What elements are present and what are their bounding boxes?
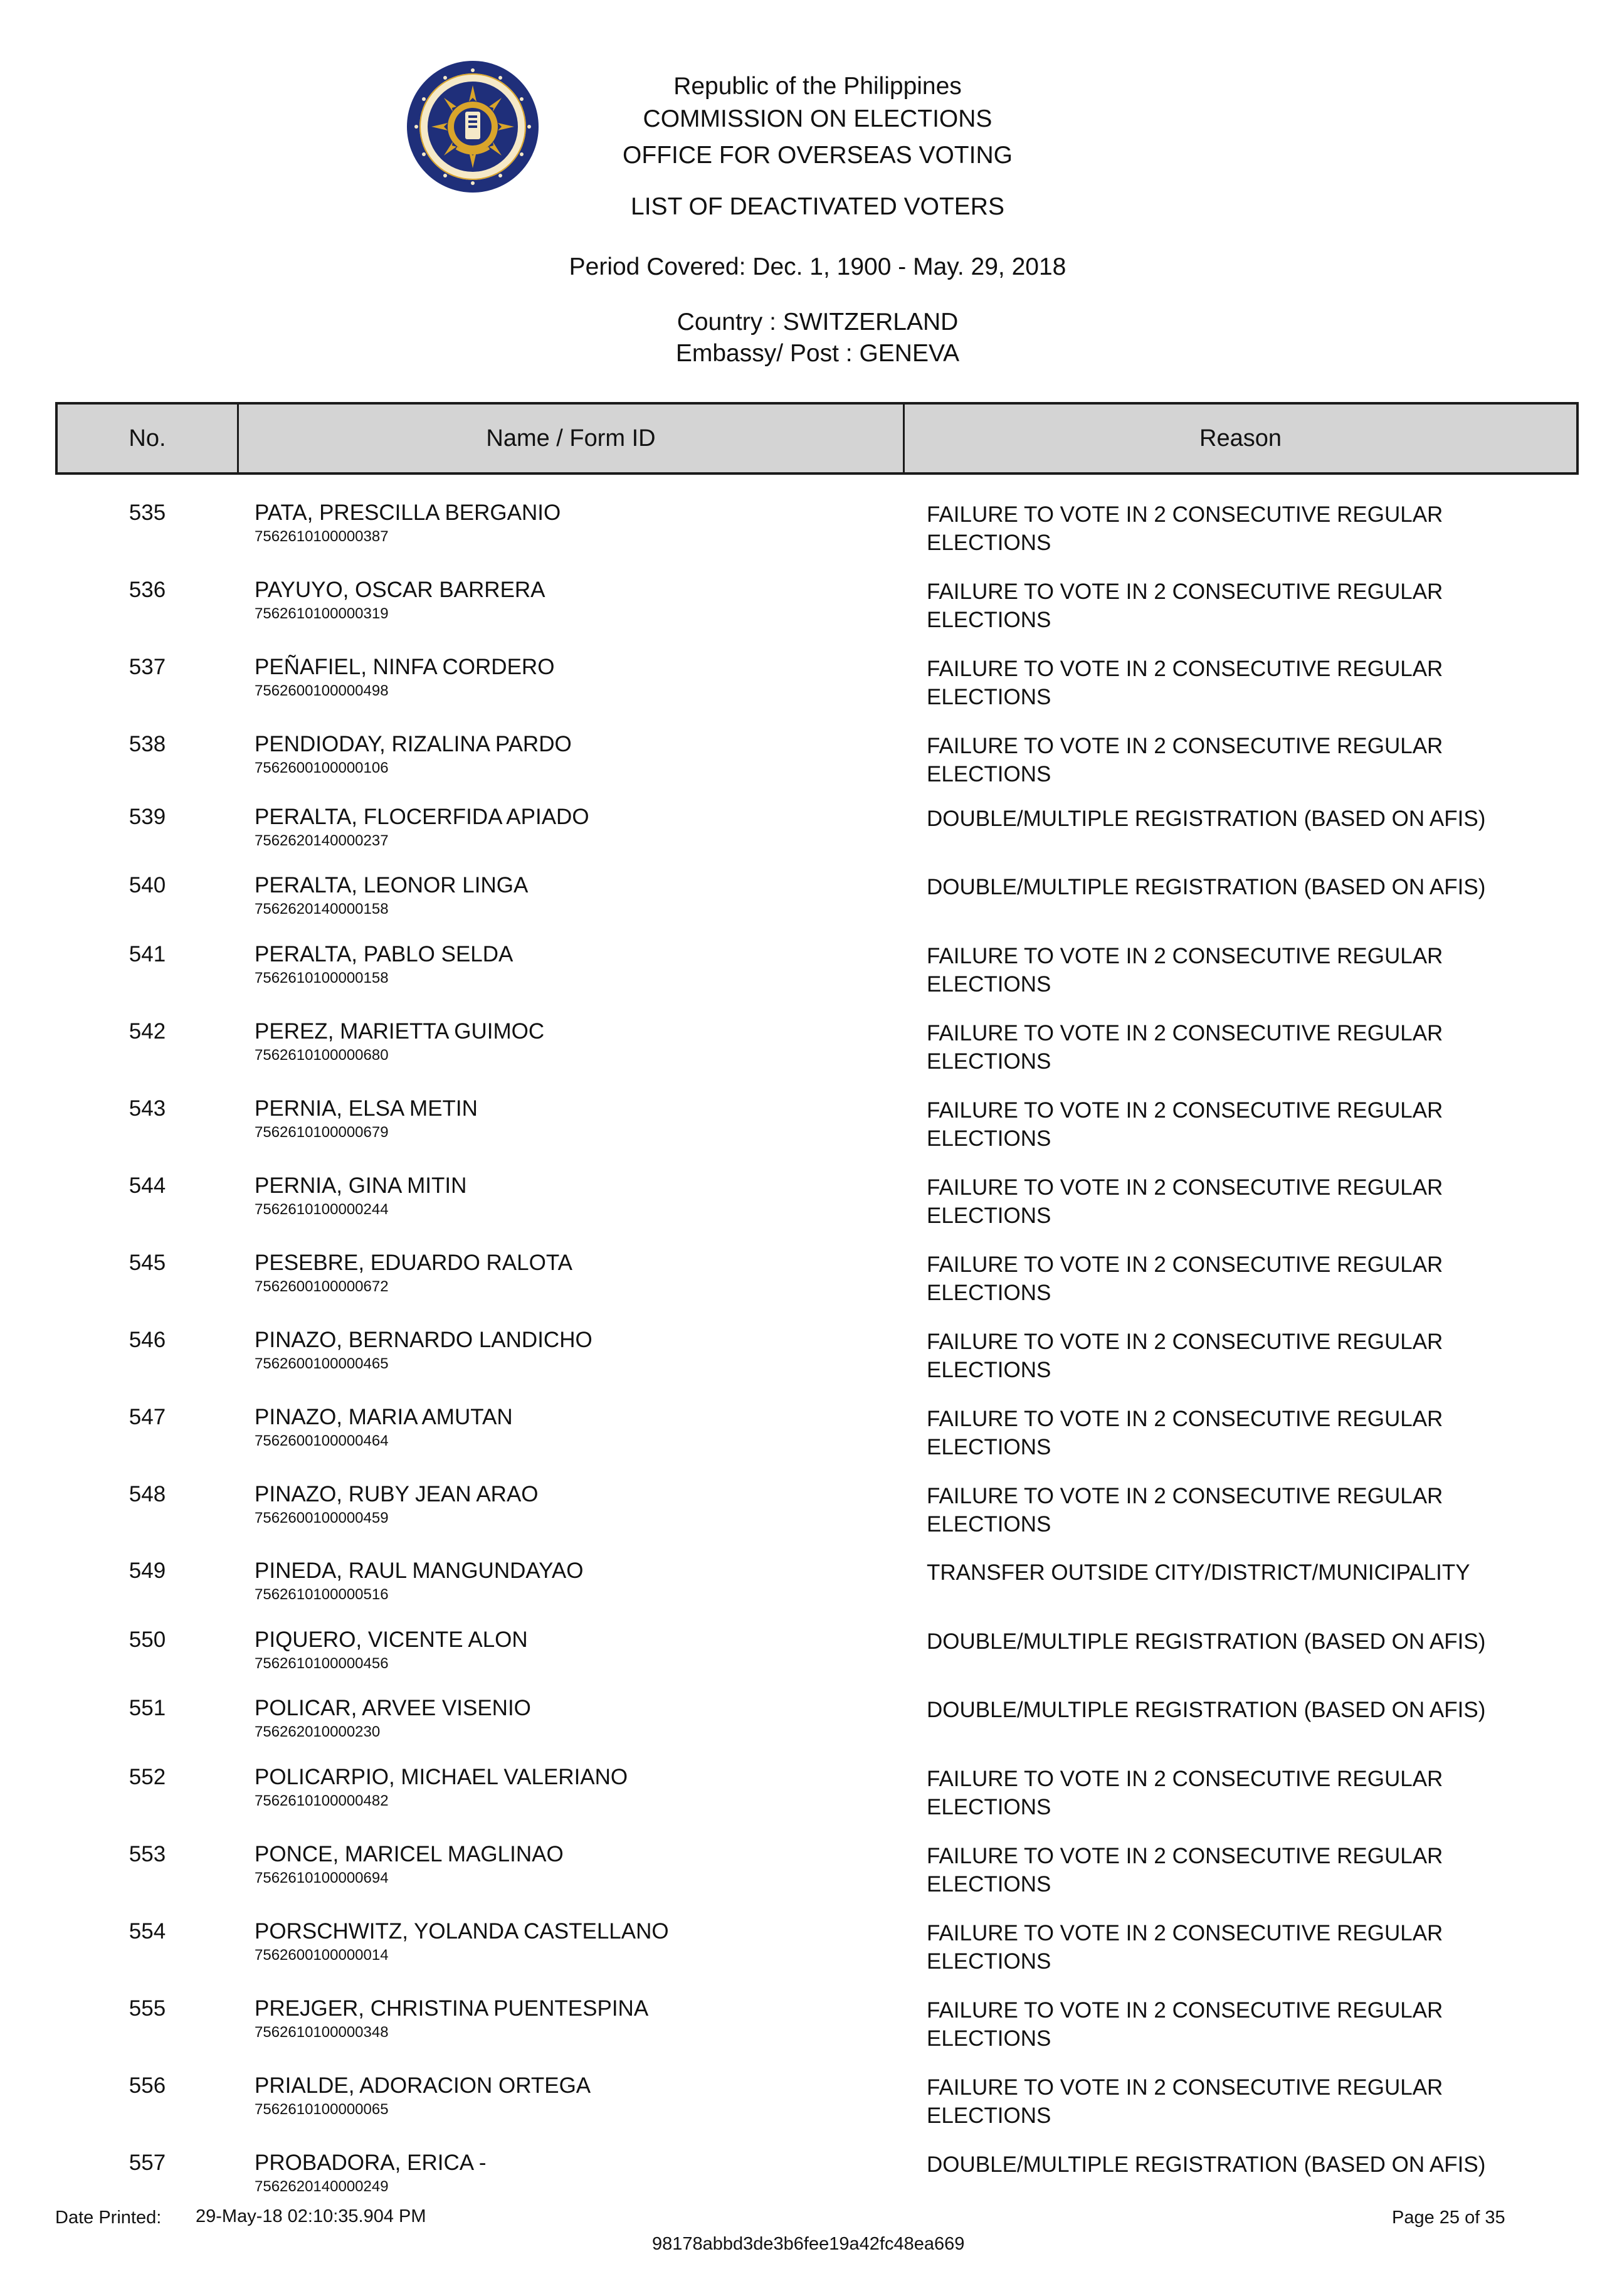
form-id: 7562620140000158 [255, 901, 389, 918]
voter-name: PROBADORA, ERICA - [255, 2151, 487, 2175]
deactivation-reason: FAILURE TO VOTE IN 2 CONSECUTIVE REGULAR ELECTIONS [927, 1998, 1443, 2051]
deactivation-reason: FAILURE TO VOTE IN 2 CONSECUTIVE REGULAR ELECTIONS [927, 944, 1443, 997]
form-id: 756262010000230 [255, 1723, 381, 1740]
voter-name: PAYUYO, OSCAR BARRERA [255, 578, 545, 602]
deactivation-reason: FAILURE TO VOTE IN 2 CONSECUTIVE REGULAR ELECTIONS [927, 1921, 1443, 1974]
form-id: 7562600100000106 [255, 759, 389, 776]
deactivation-reason: FAILURE TO VOTE IN 2 CONSECUTIVE REGULAR ELECTIONS [927, 1407, 1443, 1459]
date-printed-value: 29-May-18 02:10:35.904 PM [196, 2206, 426, 2226]
form-id: 7562620140000249 [255, 2178, 389, 2195]
row-number: 545 [129, 1251, 166, 1275]
deactivation-reason: DOUBLE/MULTIPLE REGISTRATION (BASED ON AFIS) [927, 1698, 1486, 1722]
form-id: 7562610100000065 [255, 2101, 389, 2118]
row-number: 542 [129, 1019, 166, 1044]
deactivation-reason: FAILURE TO VOTE IN 2 CONSECUTIVE REGULAR ELECTIONS [927, 1484, 1443, 1537]
voter-name: PIQUERO, VICENTE ALON [255, 1627, 528, 1652]
voter-name: PORSCHWITZ, YOLANDA CASTELLANO [255, 1919, 669, 1944]
row-number: 538 [129, 732, 166, 756]
deactivation-reason: FAILURE TO VOTE IN 2 CONSECUTIVE REGULAR ELECTIONS [927, 1175, 1443, 1228]
voter-name: PONCE, MARICEL MAGLINAO [255, 1842, 564, 1866]
form-id: 7562610100000456 [255, 1655, 389, 1672]
deactivation-reason: FAILURE TO VOTE IN 2 CONSECUTIVE REGULAR ELECTIONS [927, 1844, 1443, 1897]
deactivation-reason: FAILURE TO VOTE IN 2 CONSECUTIVE REGULAR ELECTIONS [927, 1330, 1443, 1382]
row-number: 548 [129, 1482, 166, 1506]
deactivation-reason: FAILURE TO VOTE IN 2 CONSECUTIVE REGULAR ELECTIONS [927, 1098, 1443, 1151]
voter-name: PINEDA, RAUL MANGUNDAYAO [255, 1558, 584, 1583]
header-republic: Republic of the Philippines [673, 73, 962, 100]
voter-name: PATA, PRESCILLA BERGANIO [255, 500, 561, 525]
deactivation-reason: FAILURE TO VOTE IN 2 CONSECUTIVE REGULAR ELECTIONS [927, 734, 1443, 786]
deactivation-reason: DOUBLE/MULTIPLE REGISTRATION (BASED ON AFIS) [927, 2152, 1486, 2177]
embassy-post-label: Embassy/ Post : GENEVA [675, 340, 960, 367]
deactivation-reason: FAILURE TO VOTE IN 2 CONSECUTIVE REGULAR ELECTIONS [927, 579, 1443, 632]
column-header-no: No. [129, 425, 166, 452]
row-number: 551 [129, 1696, 166, 1720]
form-id: 7562600100000672 [255, 1278, 389, 1295]
form-id: 7562610100000319 [255, 605, 389, 622]
voter-name: PEREZ, MARIETTA GUIMOC [255, 1019, 545, 1044]
row-number: 536 [129, 578, 166, 602]
page-number: Page 25 of 35 [1392, 2208, 1505, 2228]
voter-name: PINAZO, RUBY JEAN ARAO [255, 1482, 539, 1506]
deactivation-reason: FAILURE TO VOTE IN 2 CONSECUTIVE REGULAR ELECTIONS [927, 657, 1443, 709]
row-number: 540 [129, 873, 166, 897]
deactivation-reason: FAILURE TO VOTE IN 2 CONSECUTIVE REGULAR ELECTIONS [927, 1767, 1443, 1819]
form-id: 7562600100000459 [255, 1510, 389, 1526]
form-id: 7562620140000237 [255, 832, 389, 849]
voter-name: PREJGER, CHRISTINA PUENTESPINA [255, 1996, 649, 2021]
form-id: 7562600100000465 [255, 1355, 389, 1372]
voter-name: PERNIA, ELSA METIN [255, 1096, 478, 1121]
form-id: 7562610100000694 [255, 1870, 389, 1886]
deactivation-reason: FAILURE TO VOTE IN 2 CONSECUTIVE REGULAR ELECTIONS [927, 1252, 1443, 1305]
date-printed-label: Date Printed: [55, 2208, 162, 2228]
row-number: 554 [129, 1919, 166, 1944]
form-id: 7562610100000482 [255, 1792, 389, 1809]
voter-name: PENDIODAY, RIZALINA PARDO [255, 732, 572, 756]
column-header-name: Name / Form ID [486, 425, 656, 452]
voter-name: PINAZO, BERNARDO LANDICHO [255, 1328, 592, 1352]
voter-name: PERALTA, PABLO SELDA [255, 942, 513, 966]
voter-name: PRIALDE, ADORACION ORTEGA [255, 2073, 591, 2098]
row-number: 547 [129, 1405, 166, 1429]
form-id: 7562610100000387 [255, 528, 389, 545]
voter-name: POLICAR, ARVEE VISENIO [255, 1696, 531, 1720]
form-id: 7562600100000014 [255, 1947, 389, 1964]
row-number: 537 [129, 655, 166, 679]
row-number: 535 [129, 500, 166, 525]
period-covered: Period Covered: Dec. 1, 1900 - May. 29, 2018 [569, 253, 1066, 280]
row-number: 546 [129, 1328, 166, 1352]
deactivation-reason: FAILURE TO VOTE IN 2 CONSECUTIVE REGULAR ELECTIONS [927, 2075, 1443, 2128]
form-id: 7562610100000348 [255, 2024, 389, 2041]
row-number: 543 [129, 1096, 166, 1121]
deactivation-reason: DOUBLE/MULTIPLE REGISTRATION (BASED ON AFIS) [927, 1629, 1486, 1654]
row-number: 552 [129, 1765, 166, 1789]
row-number: 550 [129, 1627, 166, 1652]
form-id: 7562610100000158 [255, 970, 389, 987]
voter-name: PERALTA, LEONOR LINGA [255, 873, 529, 897]
row-number: 556 [129, 2073, 166, 2098]
form-id: 7562610100000680 [255, 1047, 389, 1064]
voter-name: POLICARPIO, MICHAEL VALERIANO [255, 1765, 628, 1789]
deactivation-reason: DOUBLE/MULTIPLE REGISTRATION (BASED ON AFIS) [927, 875, 1486, 899]
row-number: 555 [129, 1996, 166, 2021]
voter-name: PERNIA, GINA MITIN [255, 1173, 467, 1198]
voter-name: PERALTA, FLOCERFIDA APIADO [255, 805, 589, 829]
row-number: 553 [129, 1842, 166, 1866]
header-office: OFFICE FOR OVERSEAS VOTING [623, 142, 1013, 169]
header-commission: COMMISSION ON ELECTIONS [643, 105, 993, 132]
column-header-reason: Reason [1199, 425, 1282, 452]
voter-name: PEÑAFIEL, NINFA CORDERO [255, 655, 555, 679]
voter-name: PINAZO, MARIA AMUTAN [255, 1405, 513, 1429]
voter-name: PESEBRE, EDUARDO RALOTA [255, 1251, 572, 1275]
row-number: 541 [129, 942, 166, 966]
deactivation-reason: FAILURE TO VOTE IN 2 CONSECUTIVE REGULAR ELECTIONS [927, 1021, 1443, 1074]
form-id: 7562600100000464 [255, 1432, 389, 1449]
deactivation-reason: TRANSFER OUTSIDE CITY/DISTRICT/MUNICIPALITY [927, 1560, 1470, 1585]
row-number: 544 [129, 1173, 166, 1198]
country-label: Country : SWITZERLAND [677, 309, 959, 336]
document-hash: 98178abbd3de3b6fee19a42fc48ea669 [652, 2234, 965, 2254]
row-number: 557 [129, 2151, 166, 2175]
deactivation-reason: DOUBLE/MULTIPLE REGISTRATION (BASED ON AFIS) [927, 807, 1486, 831]
list-title: LIST OF DEACTIVATED VOTERS [631, 193, 1004, 220]
row-number: 549 [129, 1558, 166, 1583]
deactivation-reason: FAILURE TO VOTE IN 2 CONSECUTIVE REGULAR ELECTIONS [927, 502, 1443, 555]
form-id: 7562610100000516 [255, 1586, 389, 1603]
form-id: 7562600100000498 [255, 682, 389, 699]
row-number: 539 [129, 805, 166, 829]
form-id: 7562610100000244 [255, 1201, 389, 1218]
form-id: 7562610100000679 [255, 1124, 389, 1141]
